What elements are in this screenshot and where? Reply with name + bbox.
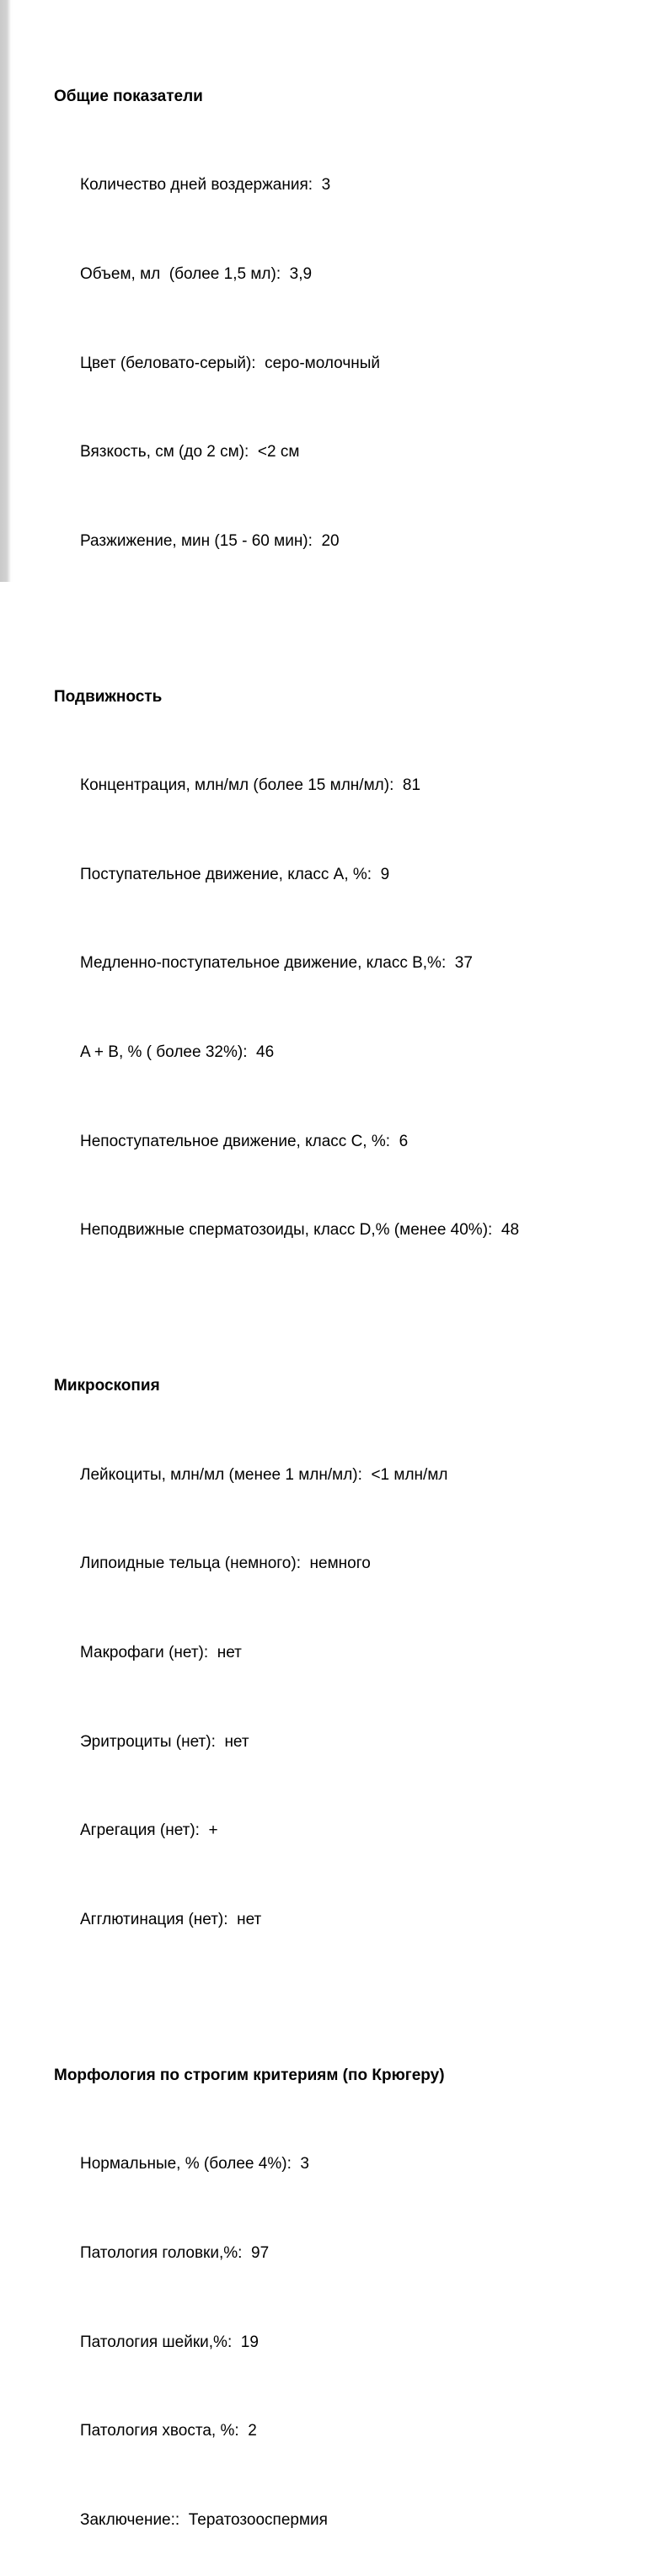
parameter-label: Агглютинация (нет) xyxy=(80,1910,224,1928)
result-row xyxy=(54,174,669,196)
parameter-label: Поступательное движение, класс A, % xyxy=(80,865,367,883)
parameter-label: Неподвижные сперматозоиды, класс D,% (менее 40%) xyxy=(80,1221,489,1240)
label-value-separator: : xyxy=(488,1221,501,1240)
label-value-separator: : xyxy=(238,2244,251,2263)
section-title: Микроскопия xyxy=(54,1377,160,1395)
label-value-separator: : xyxy=(357,1465,372,1484)
result-row xyxy=(54,1464,669,1486)
parameter-label: A + B, % ( более 32%) xyxy=(80,1043,244,1062)
result-row xyxy=(54,1131,669,1153)
label-value-separator: : xyxy=(441,954,455,973)
parameter-value: <2 см xyxy=(257,443,300,461)
result-row xyxy=(54,1642,669,1664)
parameter-label: Цвет (беловато-серый) xyxy=(80,354,252,372)
parameter-value: 3,9 xyxy=(289,264,313,283)
parameter-value: нет xyxy=(224,1732,249,1751)
label-value-separator: : xyxy=(389,776,403,795)
parameter-value: немного xyxy=(309,1555,371,1573)
result-row xyxy=(54,2332,669,2354)
result-row xyxy=(54,2153,669,2175)
result-row xyxy=(54,1219,669,1241)
parameter-label: Макрофаги (нет) xyxy=(80,1644,204,1662)
parameter-value: <1 млн/мл xyxy=(371,1465,448,1484)
parameter-label: Объем, мл (более 1,5 мл) xyxy=(80,264,276,283)
result-row xyxy=(54,1820,669,1842)
parameter-value: 19 xyxy=(240,2333,259,2351)
parameter-value: 3 xyxy=(321,176,331,195)
semen-analysis-report xyxy=(54,0,669,2576)
parameter-value: 2 xyxy=(248,2422,257,2440)
label-value-separator: : xyxy=(203,1644,217,1662)
parameter-label: Разжижение, мин (15 - 60 мин) xyxy=(80,531,308,550)
parameter-label: Патология хвоста, % xyxy=(80,2422,235,2440)
label-value-separator: : xyxy=(367,865,381,883)
parameter-value: + xyxy=(208,1821,218,1840)
result-row xyxy=(54,1042,669,1064)
label-value-separator: : xyxy=(223,1910,238,1928)
label-value-separator: : xyxy=(276,264,290,283)
label-value-separator: : xyxy=(211,1732,225,1751)
result-row xyxy=(54,1553,669,1575)
parameter-value: 46 xyxy=(256,1043,275,1062)
parameter-label: Липоидные тельца (немного) xyxy=(80,1555,297,1573)
report-section xyxy=(54,41,669,575)
parameter-value: 37 xyxy=(454,954,473,973)
parameter-label: Нормальные, % (более 4%) xyxy=(80,2155,287,2173)
parameter-value: 81 xyxy=(402,776,421,795)
label-value-separator: : xyxy=(251,354,265,372)
label-value-separator: : xyxy=(308,176,322,195)
result-row xyxy=(54,864,669,886)
page-edge-shadow xyxy=(0,0,13,582)
result-row xyxy=(54,264,669,285)
label-value-separator: : xyxy=(243,1043,257,1062)
label-value-separator: : xyxy=(286,2155,301,2173)
section-title: Подвижность xyxy=(54,687,163,706)
parameter-value: 97 xyxy=(251,2244,270,2263)
section-title: Морфология по строгим критериям (по Крюгеру) xyxy=(54,2066,445,2084)
label-value-separator: : xyxy=(174,2510,189,2529)
section-title: Общие показатели xyxy=(54,87,203,105)
result-row xyxy=(54,952,669,974)
parameter-value: 9 xyxy=(380,865,390,883)
report-section xyxy=(54,1331,669,1953)
parameter-label: Количество дней воздержания xyxy=(80,176,308,195)
result-row xyxy=(54,2420,669,2442)
parameter-label: Заключение: xyxy=(80,2510,175,2529)
result-row xyxy=(54,775,669,797)
result-row xyxy=(54,441,669,463)
result-row xyxy=(54,1909,669,1931)
report-section xyxy=(54,642,669,1264)
parameter-value: 3 xyxy=(300,2155,309,2173)
parameter-value: Тератозооспермия xyxy=(188,2510,328,2529)
parameter-value: нет xyxy=(237,1910,262,1928)
parameter-value: 48 xyxy=(500,1221,520,1240)
result-row xyxy=(54,2243,669,2264)
label-value-separator: : xyxy=(227,2333,241,2351)
parameter-value: 6 xyxy=(399,1132,409,1150)
label-value-separator: : xyxy=(385,1132,399,1150)
parameter-label: Концентрация, млн/мл (более 15 млн/мл) xyxy=(80,776,390,795)
label-value-separator: : xyxy=(244,443,258,461)
parameter-value: 20 xyxy=(321,531,340,550)
parameter-label: Вязкость, см (до 2 см) xyxy=(80,443,245,461)
parameter-label: Лейкоциты, млн/мл (менее 1 млн/мл) xyxy=(80,1465,358,1484)
parameter-label: Агрегация (нет) xyxy=(80,1821,195,1840)
label-value-separator: : xyxy=(234,2422,249,2440)
result-row xyxy=(54,353,669,375)
parameter-label: Непоступательное движение, класс C, % xyxy=(80,1132,386,1150)
result-row xyxy=(54,531,669,552)
parameter-label: Эритроциты (нет) xyxy=(80,1732,211,1751)
label-value-separator: : xyxy=(308,531,322,550)
parameter-value: нет xyxy=(217,1644,242,1662)
parameter-label: Медленно-поступательное движение, класс B,% xyxy=(80,954,442,973)
result-row xyxy=(54,1731,669,1753)
result-row xyxy=(54,2509,669,2531)
label-value-separator: : xyxy=(195,1821,209,1840)
label-value-separator: : xyxy=(296,1555,310,1573)
parameter-label: Патология шейки,% xyxy=(80,2333,227,2351)
parameter-value: серо-молочный xyxy=(265,354,380,372)
parameter-label: Патология головки,% xyxy=(80,2244,238,2263)
report-section xyxy=(54,2020,669,2554)
